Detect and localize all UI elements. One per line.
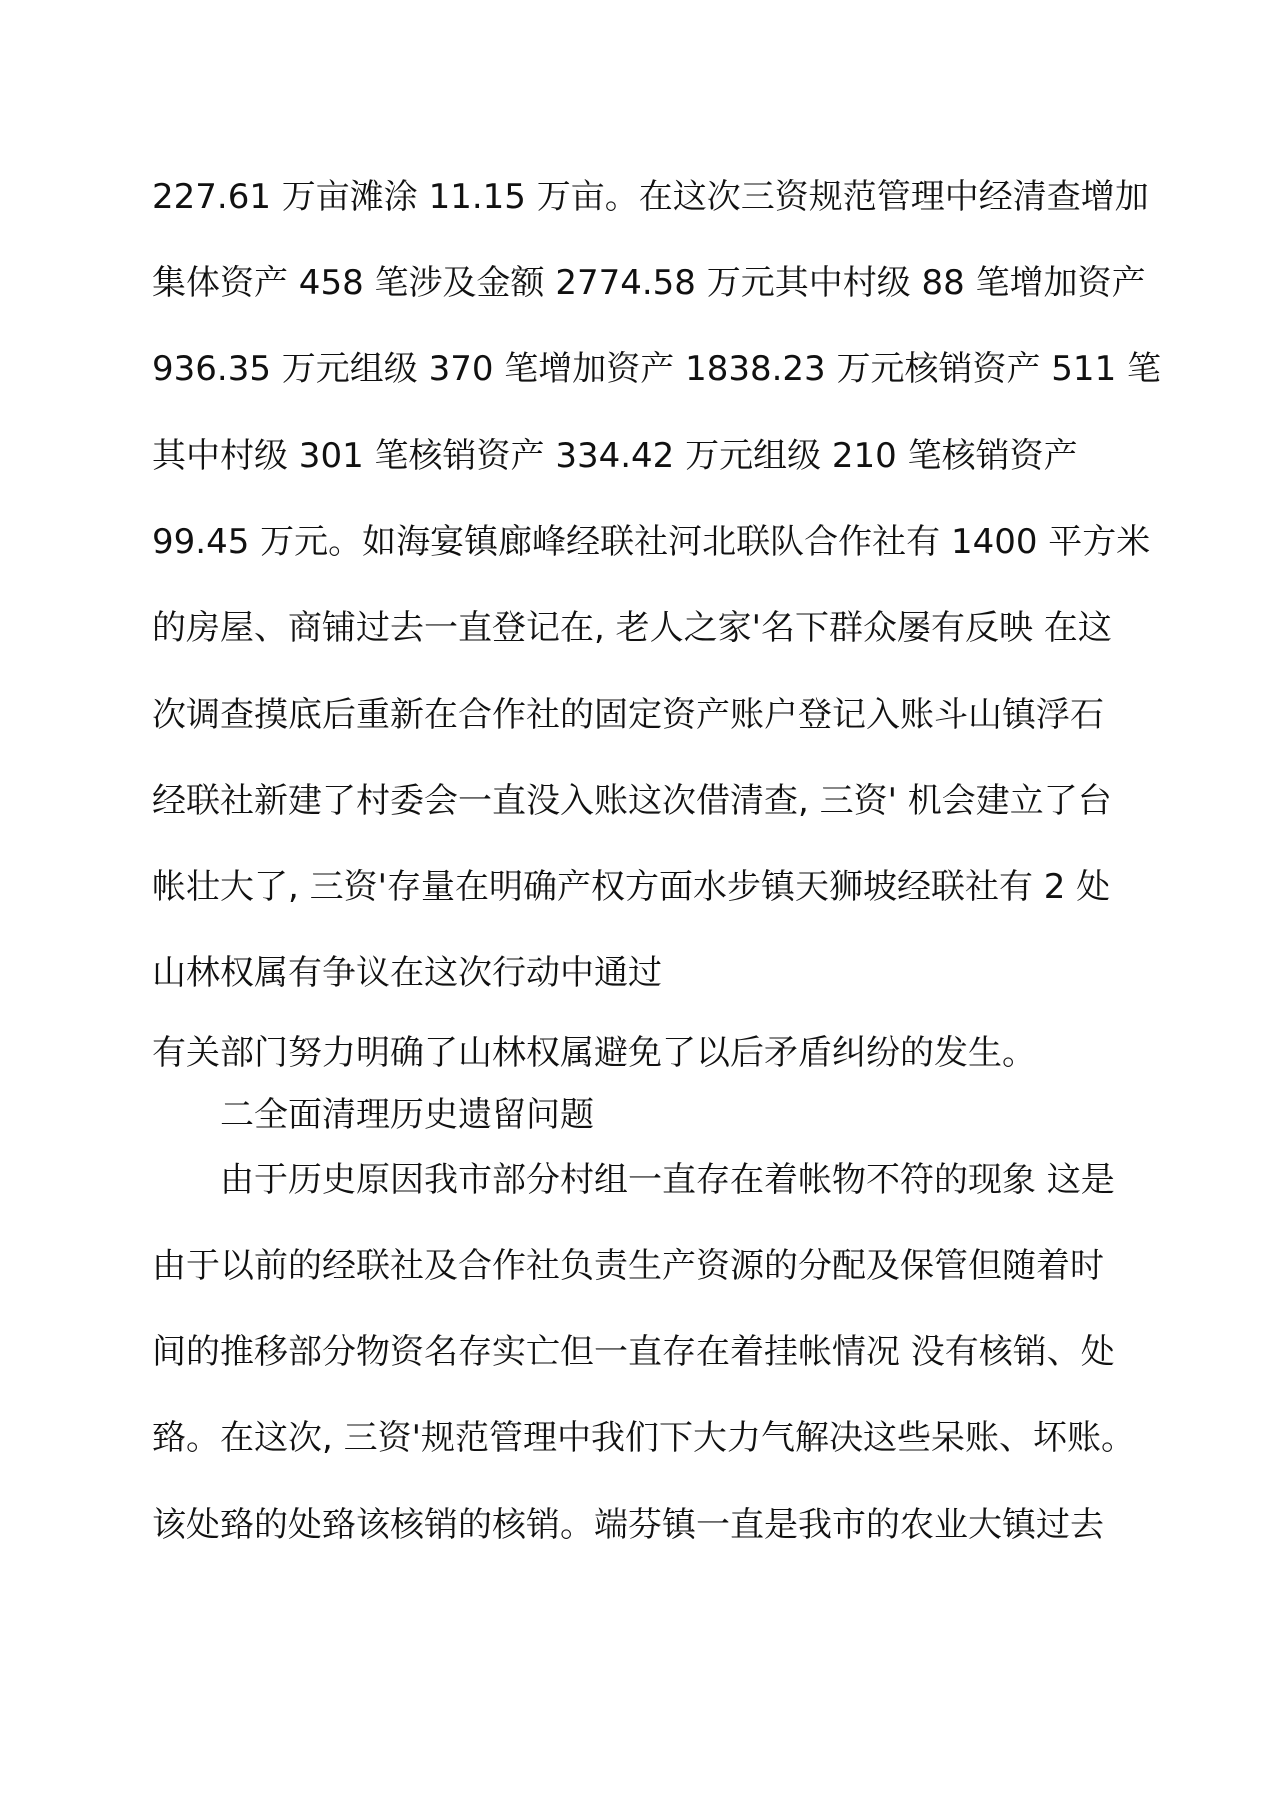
text-line: 由于以前的经联社及合作社负责生产资源的分配及保管但随着时 [152,1246,1104,1286]
text-line: 集体资产 458 笔涉及金额 2774.58 万元其中村级 88 笔增加资产 [152,263,1146,303]
text-line: 该处臵的处臵该核销的核销。端芬镇一直是我市的农业大镇过去 [152,1505,1104,1545]
text-line: 间的推移部分物资名存实亡但一直存在着挂帐情况 没有核销、处 [152,1332,1115,1372]
text-line: 山林权属有争议在这次行动中通过 [152,953,662,993]
text-line: 936.35 万元组级 370 笔增加资产 1838.23 万元核销资产 511 笔 [152,349,1162,389]
text-line: 经联社新建了村委会一直没入账这次借清查, 三资' 机会建立了台 [152,781,1112,821]
section-heading: 二全面清理历史遗留问题 [220,1095,594,1135]
text-line: 的房屋、商铺过去一直登记在, 老人之家'名下群众屡有反映 在这 [152,608,1112,648]
text-line: 臵。在这次, 三资'规范管理中我们下大力气解决这些呆账、坏账。 [152,1418,1135,1458]
text-line: 由于历史原因我市部分村组一直存在着帐物不符的现象 这是 [220,1160,1115,1200]
text-line: 帐壮大了, 三资'存量在明确产权方面水步镇天狮坡经联社有 2 处 [152,867,1111,907]
text-line: 有关部门努力明确了山林权属避免了以后矛盾纠纷的发生。 [152,1033,1036,1073]
text-line: 次调查摸底后重新在合作社的固定资产账户登记入账斗山镇浮石 [152,695,1104,735]
text-line: 其中村级 301 笔核销资产 334.42 万元组级 210 笔核销资产 [152,436,1078,476]
text-line: 227.61 万亩滩涂 11.15 万亩。在这次三资规范管理中经清查增加 [152,177,1149,217]
text-line: 99.45 万元。如海宴镇廊峰经联社河北联队合作社有 1400 平方米 [152,522,1151,562]
